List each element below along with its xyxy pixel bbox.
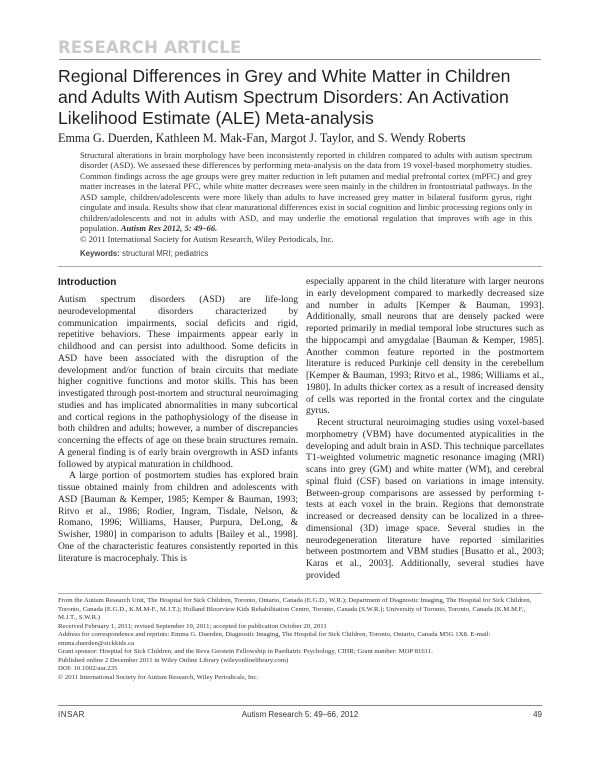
paragraph: Autism spectrum disorders (ASD) are life-long neurodevelopmental disorders characterized by communication impairments, social deficits and rigid, repetitive behaviors. These impairments appear early in childhood and can persist into adulthood. Some deficits in ASD have been associated with the disruption of the development and/or function of brain circuits that mediate higher cognitive functions and motor skills. This has been investigated through post-mortem and structural neuroimaging studies and has implicated abnormalities in many subcortical and cortical regions in the pathophysiology of the disease in both children and adults; however, a number of discrepancies concerning the effects of age on these brain structures remain. A general finding is of early brain overgrowth in ASD infants followed by atypical maturation in childhood. — [58, 294, 298, 470]
footnote-affiliations: From the Autism Research Unit, The Hospital for Sick Children, Toronto, Ontario, Canada (E.G.D., W.R.); Department of Diagnostic Imaging, The Hospital for Sick Children, Toronto, Canada (E.G.D., K.M.M-F., M.J.T.); Holland Bloorview Kids Rehabilitation Centre, Toronto, Canada (S.W.R.); University of Toronto, Toronto, Canada (K.M.M.F., M.J.T., S.W.R.) — [58, 597, 532, 622]
footnote-grant: Grant sponsor: Hospital for Sick Children, and the Reva Gerstein Fellowship in Paediatric Psychology, CIHR; Grant number: MOP 81611. — [58, 648, 433, 656]
footnote-published: Published online 2 December 2011 in Wiley Online Library (wileyonlinelibrary.com) — [58, 656, 289, 664]
left-column — [58, 294, 298, 564]
footnote-dates: Received February 1, 2011; revised September 19, 2011; accepted for publication October 20, 2011 — [58, 622, 327, 630]
footnote-doi: DOI: 10.1002/aur.235 — [58, 665, 118, 673]
section-heading-introduction: Introduction — [58, 277, 117, 288]
header-rule — [59, 59, 541, 60]
paragraph: A large portion of postmortem studies has explored brain tissue obtained mainly from children and adolescents with ASD [Bauman & Kemper, 1985; Kemper & Bauman, 1993; Ritvo et al., 1986; Rodier, Ingram, Tisdale, Nelson, & Romano, 1996; Williams, Hauser, Purpura, DeLong, & Swisher, 1980] in comparison to adults [Bailey et al., 1998]. One of the characteristic features consistently reported in this literature is macrocephaly. This is — [58, 470, 298, 564]
abstract-divider — [58, 266, 542, 267]
keywords-text: structural MRI; pediatrics — [122, 249, 209, 258]
footer-publisher: INSAR — [58, 710, 85, 719]
footnote-divider — [58, 593, 542, 594]
paragraph: especially apparent in the child literature with larger neurons in early development compared to markedly decreased size and number in adults [Kemper & Bauman, 1993]. Additionally, small neurons that are densely packed were reported primarily in medial temporal lobe structures such as the hippocampi and amygdalae [Bauman & Kemper, 1985]. Another common feature reported in the postmortem literature is reduced Purkinje cell density in the cerebellum [Kemper & Bauman, 1993; Ritvo et al., 1986; Williams et al., 1980]. In adults thicker cortex as a result of increased density of cells was reported in the frontal cortex and the cingulate gyrus. — [306, 276, 544, 417]
keywords — [80, 249, 208, 258]
abstract — [80, 150, 532, 244]
article-title: Regional Differences in Grey and White Matter in Children and Adults With Autism Spectrum Disorders: An Activation Likelihood Estimate (ALE) Meta-analysis — [58, 66, 511, 128]
paragraph: Recent structural neuroimaging studies using voxel-based morphometry (VBM) have documented atypicalities in the developing and adult brain in ASD. This technique parcellates T1-weighted volumetric magnetic resonance imaging (MRI) scans into grey (GM) and white matter (WM), and cerebral spinal fluid (CSF) based on variations in image intensity. Between-group comparisons are assessed by performing t-tests at each voxel in the brain. Regions that demonstrate increased or decreased density can be localized in a three-dimensional (3D) image space. Several studies in the neurodegeneration literature have reported similarities between postmortem and VBM studies [Busatto et al., 2003; Karas et al., 2003]. Additionally, several studies have provided — [306, 417, 544, 581]
abstract-text: Structural alterations in brain morphology have been inconsistently reported in children compared to adults with autism spectrum disorder (ASD). We assessed these differences by performing meta-analysis on the data from 19 voxel-based morphometry studies. Common findings across the age groups were grey matter reduction in left putamen and medial prefrontal cortex (mPFC) and grey matter increases in the lateral PFC, while white matter decreases were seen mainly in the children in frontostriatal pathways. In the ASD sample, children/adolescents were more likely than adults to have increased grey matter in bilateral fusiform gyrus, right cingulate and insula. Results show that clear maturational differences exist in social cognition and limbic processing regions only in children/adolescents and not in adults with ASD, and may underlie the emotional regulation that improves with age in this population. — [80, 150, 532, 234]
footer-rule — [58, 705, 542, 706]
right-column — [306, 276, 544, 582]
section-label: RESEARCH ARTICLE — [58, 38, 242, 57]
footer-journal: Autism Research 5: 49–66, 2012 — [241, 710, 359, 719]
page-number: 49 — [533, 710, 542, 719]
footnote-copyright: © 2011 International Society for Autism Research, Wiley Periodicals, Inc. — [58, 673, 259, 681]
author-list: Emma G. Duerden, Kathleen M. Mak-Fan, Margot J. Taylor, and S. Wendy Roberts — [58, 131, 466, 145]
keywords-label: Keywords: — [80, 249, 120, 258]
journal-reference: Autism Res 2012, 5: 49–66. — [120, 223, 218, 234]
footnote-correspondence: Address for correspondence and reprints: Emma G. Duerden, Diagnostic Imaging, The Hospital for Sick Children, Toronto, Ontario, Canada M5G 1X8. E-mail: emma.duerden@sickkids.ca — [58, 631, 491, 647]
footnotes — [58, 597, 544, 682]
abstract-copyright: © 2011 International Society for Autism Research, Wiley Periodicals, Inc. — [80, 233, 334, 244]
